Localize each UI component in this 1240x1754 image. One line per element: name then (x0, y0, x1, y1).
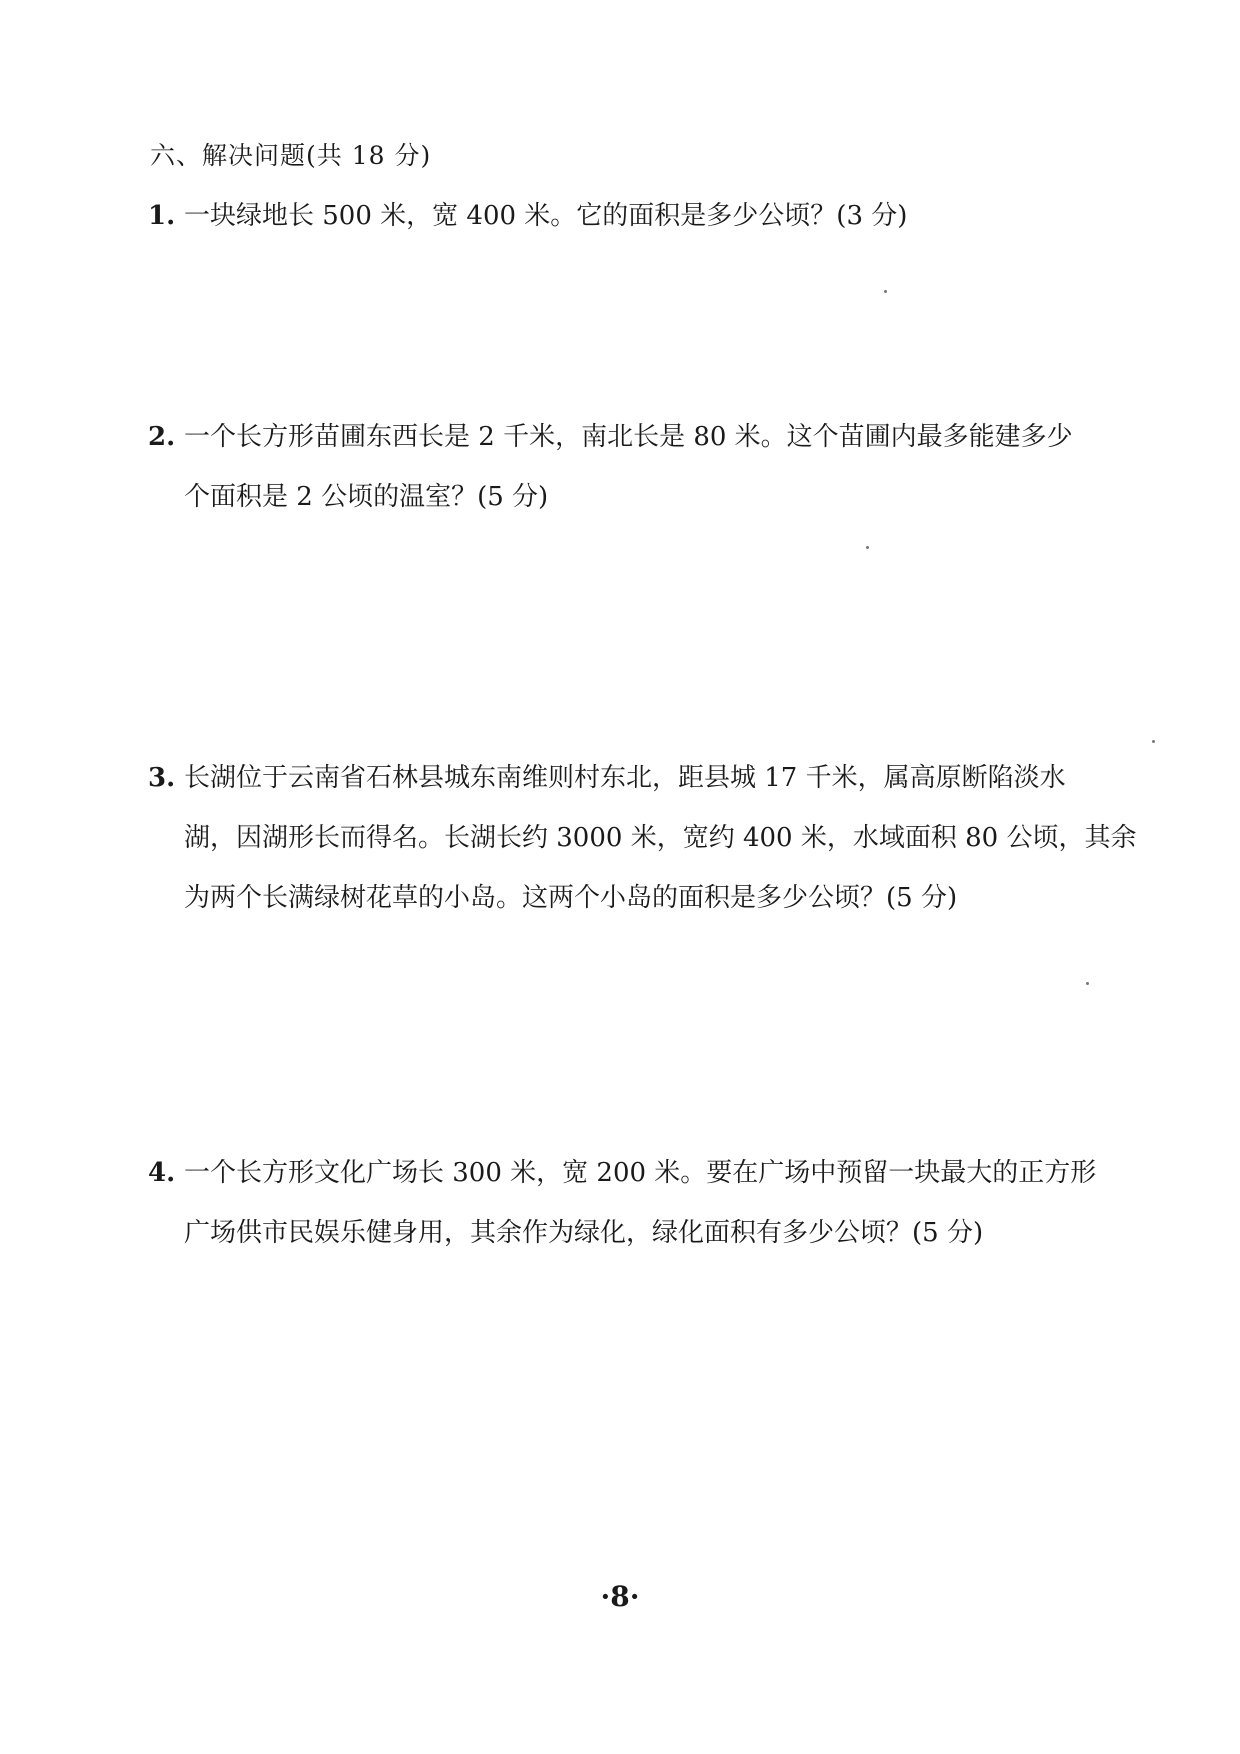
question-number: 1. (148, 201, 176, 231)
question-4 (148, 1143, 1158, 1263)
question-text: 一个长方形苗圃东西长是 2 千米，南北长是 80 米。这个苗圃内最多能建多少 (184, 422, 1073, 452)
page-number: ·8· (600, 1580, 640, 1613)
question-line (148, 186, 1158, 246)
question-text: 广场供市民娱乐健身用，其余作为绿化，绿化面积有多少公顷？(5 分) (184, 1218, 984, 1248)
question-1 (148, 186, 1158, 246)
scan-speck (866, 546, 869, 549)
question-line (148, 407, 1158, 467)
question-text: 一个长方形文化广场长 300 米，宽 200 米。要在广场中预留一块最大的正方形 (184, 1158, 1097, 1188)
question-line (148, 1203, 1158, 1263)
question-line (148, 868, 1158, 928)
question-3 (148, 748, 1158, 928)
question-text: 个面积是 2 公顷的温室？(5 分) (184, 482, 549, 512)
question-number: 3. (148, 763, 176, 793)
question-line (148, 1143, 1158, 1203)
question-text: 湖，因湖形长而得名。长湖长约 3000 米，宽约 400 米，水域面积 80 公顷，其余 (184, 823, 1137, 853)
scan-speck (884, 290, 887, 293)
question-text: 长湖位于云南省石林县城东南维则村东北，距县城 17 千米，属高原断陷淡水 (184, 763, 1066, 793)
question-line (148, 808, 1158, 868)
question-text: 为两个长满绿树花草的小岛。这两个小岛的面积是多少公顷？(5 分) (184, 883, 958, 913)
question-2 (148, 407, 1158, 527)
scan-speck (1086, 982, 1089, 985)
question-line (148, 748, 1158, 808)
scan-speck (1152, 740, 1155, 743)
question-number: 4. (148, 1158, 176, 1188)
question-number: 2. (148, 422, 176, 452)
question-text: 一块绿地长 500 米，宽 400 米。它的面积是多少公顷？(3 分) (184, 201, 908, 231)
question-line (148, 467, 1158, 527)
section-title: 六、解决问题(共 18 分) (150, 141, 432, 170)
